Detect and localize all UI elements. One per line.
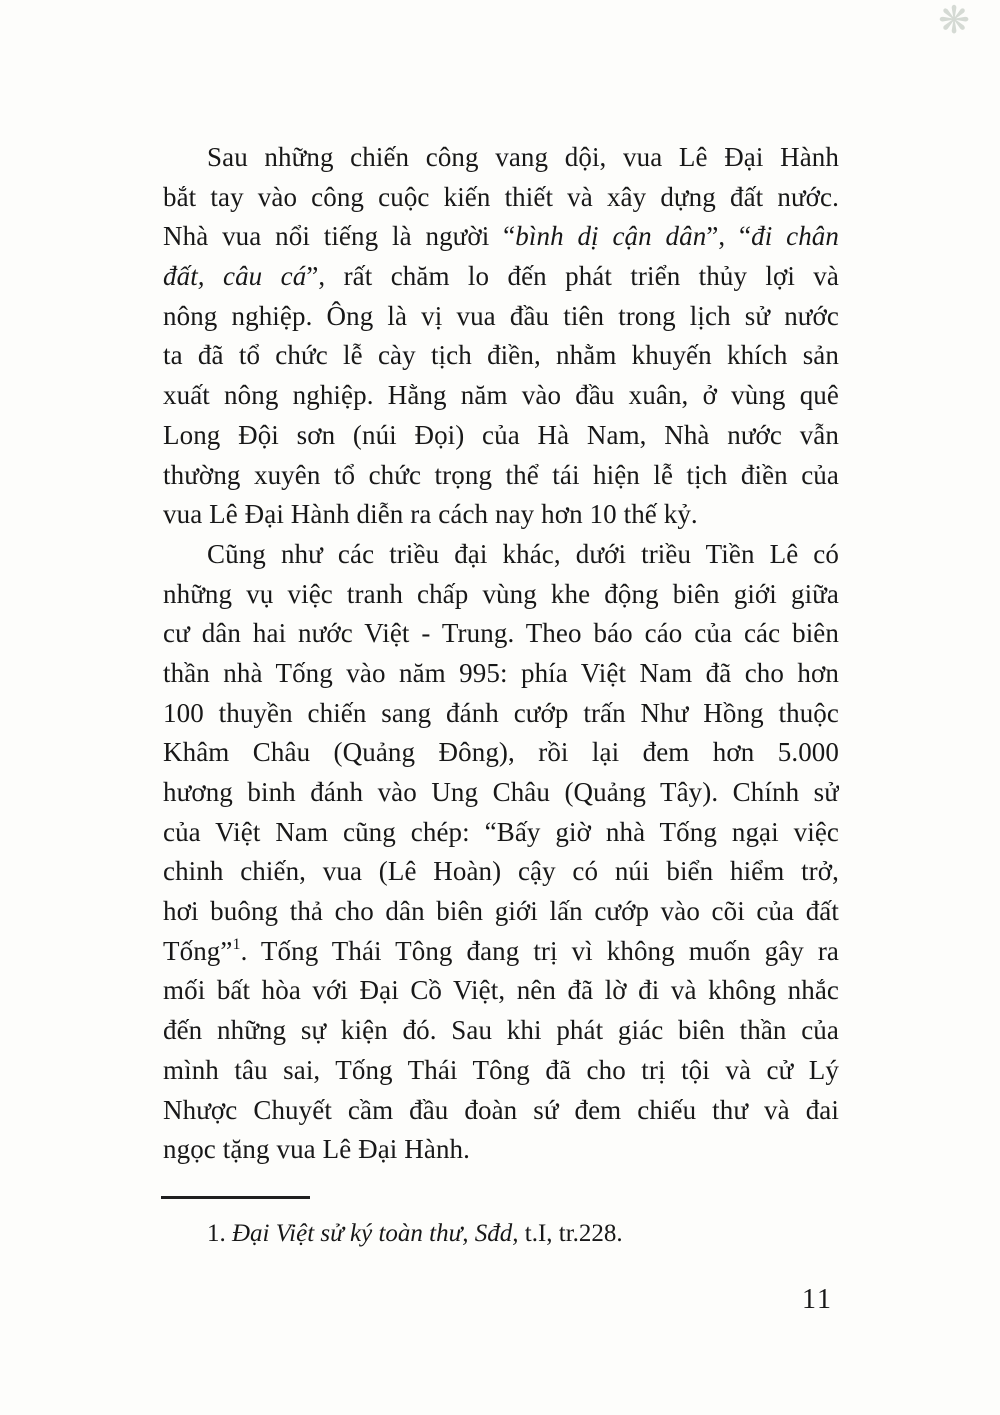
- text-line: [163, 1130, 839, 1170]
- text-line: [163, 575, 839, 615]
- text-segment: Nhược Chuyết cầm đầu đoàn sứ đem chiếu thư và đai: [163, 1094, 839, 1125]
- text-segment: ”, “: [706, 221, 752, 252]
- footnote: [163, 1216, 839, 1252]
- text-segment: đến những sự kiện đó. Sau khi phát giác biên thần của: [163, 1015, 839, 1046]
- text-segment: mối bất hòa với Đại Cồ Việt, nên đã lờ đi và không nhắc: [163, 975, 839, 1006]
- text-segment: những vụ việc tranh chấp vùng khe động biên giới giữa: [163, 578, 839, 609]
- text-segment: ngọc tặng vua Lê Đại Hành.: [163, 1134, 470, 1165]
- text-line: [163, 178, 839, 218]
- text-line: [163, 654, 839, 694]
- text-segment: đất, câu cá: [163, 261, 307, 292]
- text-segment: 1.: [207, 1220, 232, 1247]
- text-segment: cư dân hai nước Việt - Trung. Theo báo cáo của các biên: [163, 618, 839, 649]
- text-segment: thường xuyên tổ chức trọng thể tái hiện lễ tịch điền của: [163, 459, 839, 490]
- text-segment: bắt tay vào công cuộc kiến thiết và xây dựng đất nước.: [163, 181, 839, 212]
- text-segment: nông nghiệp. Ông là vị vua đầu tiên trong lịch sử nước: [163, 300, 839, 331]
- flower-ornament-icon: ❋: [938, 0, 970, 42]
- page-number: 11: [802, 1284, 833, 1315]
- text-line: [163, 852, 839, 892]
- text-segment: đi chân: [751, 221, 839, 252]
- text-segment: thần nhà Tống vào năm 995: phía Việt Nam đã cho hơn: [163, 657, 839, 688]
- text-line: [163, 1011, 839, 1051]
- text-line: [163, 694, 839, 734]
- text-line: [163, 614, 839, 654]
- body-text: [163, 138, 839, 1170]
- text-segment: bình dị cận dân: [515, 221, 707, 252]
- text-line: [163, 813, 839, 853]
- text-segment: Cũng như các triều đại khác, dưới triều Tiền Lê có: [207, 538, 839, 569]
- text-segment: 100 thuyền chiến sang đánh cướp trấn Như Hồng thuộc: [163, 697, 839, 728]
- text-line: [163, 217, 839, 257]
- text-segment: của Việt Nam cũng chép: “Bấy giờ nhà Tống ngại việc: [163, 816, 839, 847]
- text-segment: Nhà vua nổi tiếng là người “: [163, 221, 516, 252]
- paragraph-2: [163, 535, 839, 1170]
- text-segment: hương binh đánh vào Ung Châu (Quảng Tây). Chính sử: [163, 777, 839, 807]
- text-segment: t.I, tr.228.: [518, 1220, 623, 1247]
- text-segment: xuất nông nghiệp. Hằng năm vào đầu xuân, ở vùng quê: [163, 380, 839, 411]
- text-line: [163, 733, 839, 773]
- text-segment: ta đã tổ chức lễ cày tịch điền, nhằm khuyến khích sản: [163, 340, 839, 371]
- footnote-marker: 1: [232, 935, 241, 953]
- paragraph-1: [163, 138, 839, 535]
- text-line: [163, 416, 839, 456]
- text-line: [163, 1091, 839, 1131]
- text-line: [163, 1051, 839, 1091]
- text-line: [163, 376, 839, 416]
- text-line: [163, 892, 839, 932]
- text-segment: vua Lê Đại Hành diễn ra cách nay hơn 10 thế kỷ.: [163, 499, 698, 530]
- text-line: [163, 495, 839, 535]
- text-line: [163, 336, 839, 376]
- text-line: [163, 456, 839, 496]
- text-line: [163, 971, 839, 1011]
- text-segment: mình tâu sai, Tống Thái Tông đã cho trị tội và cử Lý: [163, 1054, 839, 1085]
- footnote-separator: [161, 1196, 310, 1199]
- text-line: [163, 297, 839, 337]
- text-segment: Sau những chiến công vang dội, vua Lê Đại Hành: [207, 142, 839, 172]
- text-line: [163, 138, 839, 178]
- text-line: [163, 257, 839, 297]
- text-line: [163, 773, 839, 813]
- text-line: [163, 535, 839, 575]
- text-segment: . Tống Thái Tông đang trị vì không muốn gây ra: [240, 935, 839, 966]
- text-segment: Khâm Châu (Quảng Đông), rồi lại đem hơn 5.000: [163, 737, 839, 768]
- text-segment: chinh chiến, vua (Lê Hoàn) cậy có núi biển hiểm trở,: [163, 856, 839, 887]
- text-segment: ”, rất chăm lo đến phát triển thủy lợi và: [306, 261, 839, 292]
- text-segment: Đại Việt sử ký toàn thư, Sđd,: [232, 1220, 519, 1247]
- text-segment: Tống”: [163, 935, 233, 966]
- text-segment: hơi buông thả cho dân biên giới lấn cướp vào cõi của đất: [163, 896, 839, 927]
- text-line: [163, 932, 839, 972]
- text-segment: Long Đội sơn (núi Đọi) của Hà Nam, Nhà nước vẫn: [163, 419, 839, 450]
